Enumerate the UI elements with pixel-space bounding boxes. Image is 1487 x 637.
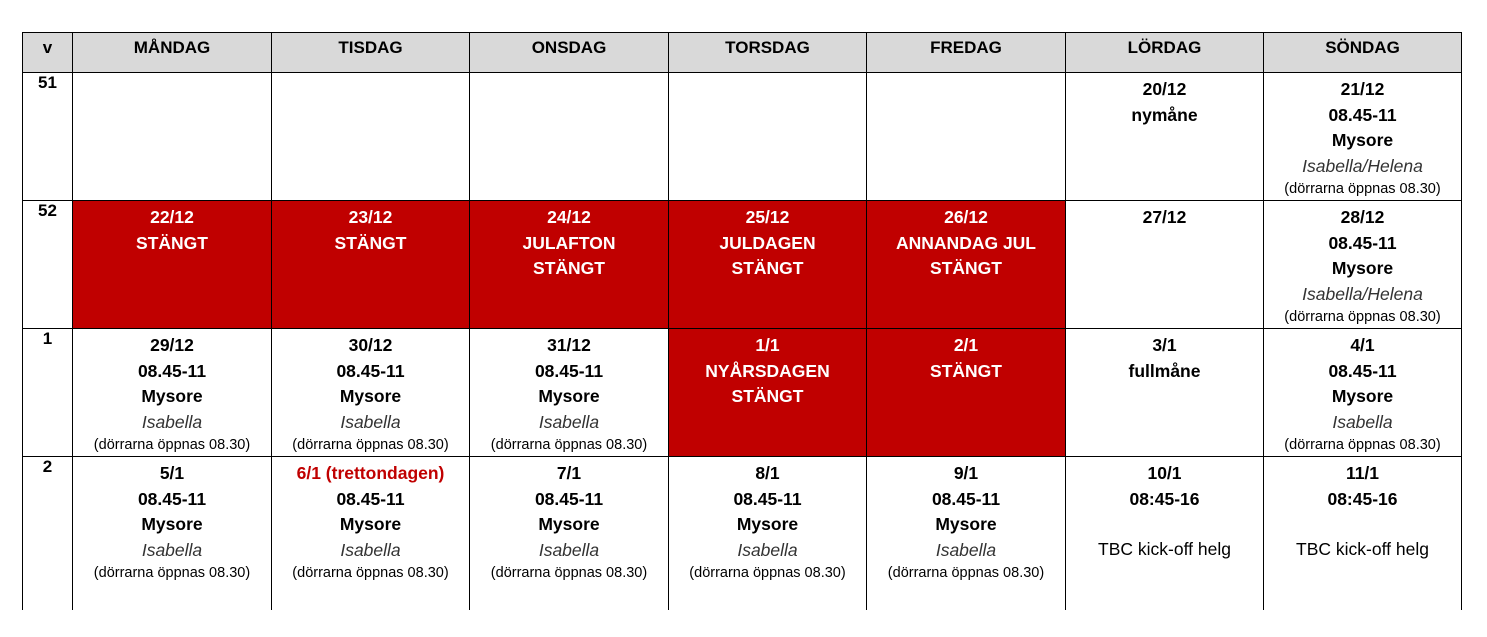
day-cell	[272, 73, 470, 201]
date-label: 27/12	[1142, 207, 1187, 227]
date-label: 3/1	[1152, 335, 1177, 355]
day-cell	[1066, 457, 1264, 611]
time-label: 08.45-11	[534, 488, 604, 509]
day-cell	[867, 73, 1066, 201]
doors-note: (dörrarna öppnas 08.30)	[1284, 181, 1441, 197]
class-label: Mysore	[339, 386, 402, 406]
date-label: 30/12	[348, 335, 393, 355]
date-label: 29/12	[150, 335, 194, 355]
closed-label: STÄNGT	[533, 258, 605, 278]
doors-note: (dörrarna öppnas 08.30)	[1284, 437, 1441, 453]
teacher-label: Isabella	[935, 539, 997, 560]
date-label: 22/12	[150, 207, 194, 227]
teacher-label: Isabella	[538, 411, 600, 432]
doors-note: (dörrarna öppnas 08.30)	[292, 565, 449, 581]
closed-day-cell	[470, 201, 669, 329]
date-label: 4/1	[1350, 335, 1375, 355]
date-label: 10/1	[1147, 463, 1182, 483]
teacher-label: Isabella	[141, 411, 203, 432]
doors-note: (dörrarna öppnas 08.30)	[93, 565, 251, 581]
closed-label: STÄNGT	[930, 258, 1002, 278]
teacher-label: Isabella	[141, 539, 203, 560]
header-tuesday: TISDAG	[272, 33, 470, 73]
class-label: Mysore	[736, 514, 799, 534]
header-row	[23, 33, 1462, 73]
time-label: 08.45-11	[733, 488, 802, 509]
time-label: 08.45-11	[137, 360, 207, 381]
holiday-label: JULAFTON	[522, 232, 616, 253]
header-wednesday: ONSDAG	[470, 33, 669, 73]
week-row	[23, 457, 1462, 611]
date-label: 26/12	[944, 207, 988, 227]
header-week: v	[23, 33, 73, 73]
class-label: Mysore	[538, 386, 600, 406]
closed-day-cell	[73, 201, 272, 329]
time-label: 08:45-16	[1129, 488, 1200, 509]
day-cell	[73, 329, 272, 457]
date-label: 9/1	[953, 463, 979, 483]
date-label: 21/12	[1340, 79, 1385, 99]
week-number: 2	[23, 457, 73, 611]
date-label: 5/1	[159, 463, 185, 483]
class-label: Mysore	[538, 514, 600, 534]
event-label: TBC kick-off helg	[1296, 539, 1429, 559]
day-cell	[470, 457, 669, 611]
day-cell	[73, 73, 272, 201]
date-label: 7/1	[556, 463, 582, 483]
date-label: 25/12	[745, 207, 790, 227]
time-label: 08.45-11	[534, 360, 604, 381]
day-cell	[470, 73, 669, 201]
day-cell	[1066, 201, 1264, 329]
holiday-label: JULDAGEN	[719, 232, 816, 253]
day-cell	[1264, 457, 1462, 611]
time-label: 08.45-11	[1328, 232, 1397, 253]
doors-note: (dörrarna öppnas 08.30)	[887, 565, 1045, 581]
class-label: Mysore	[1331, 386, 1394, 406]
date-label: 2/1	[953, 335, 979, 355]
doors-note: (dörrarna öppnas 08.30)	[1284, 309, 1441, 325]
teacher-label: Isabella	[1332, 411, 1393, 432]
time-label: 08.45-11	[1328, 104, 1397, 125]
day-cell	[669, 73, 867, 201]
day-cell	[470, 329, 669, 457]
doors-note: (dörrarna öppnas 08.30)	[689, 565, 846, 581]
doors-note: (dörrarna öppnas 08.30)	[93, 437, 251, 453]
day-cell	[1066, 73, 1264, 201]
closed-day-cell	[867, 329, 1066, 457]
moon-label: nymåne	[1131, 104, 1198, 125]
date-label: 24/12	[547, 207, 591, 227]
week-number: 1	[23, 329, 73, 457]
teacher-label: Isabella	[340, 539, 401, 560]
time-label: 08.45-11	[1328, 360, 1397, 381]
closed-day-cell	[669, 329, 867, 457]
week-row	[23, 73, 1462, 201]
class-label: Mysore	[1331, 258, 1394, 278]
class-label: Mysore	[141, 386, 203, 406]
holiday-label: NYÅRSDAGEN	[705, 360, 830, 381]
closed-day-cell	[669, 201, 867, 329]
teacher-label: Isabella/Helena	[1302, 155, 1423, 176]
closed-label: STÄNGT	[136, 232, 208, 253]
day-cell	[73, 457, 272, 611]
teacher-label: Isabella/Helena	[1302, 283, 1423, 304]
closed-day-cell	[272, 201, 470, 329]
week-number: 52	[23, 201, 73, 329]
class-label: Mysore	[1331, 130, 1394, 150]
day-cell	[1264, 329, 1462, 457]
closed-label: STÄNGT	[731, 386, 804, 406]
class-label: Mysore	[339, 514, 402, 534]
time-label: 08.45-11	[931, 488, 1001, 509]
day-cell	[1066, 329, 1264, 457]
date-label: 28/12	[1340, 207, 1385, 227]
closed-label: STÄNGT	[334, 232, 407, 253]
day-cell	[1264, 73, 1462, 201]
closed-label: STÄNGT	[930, 360, 1002, 381]
week-row	[23, 329, 1462, 457]
week-row	[23, 201, 1462, 329]
event-label: TBC kick-off helg	[1098, 539, 1231, 559]
day-cell	[669, 457, 867, 611]
header-sunday: SÖNDAG	[1264, 33, 1462, 73]
time-label: 08:45-16	[1327, 488, 1398, 509]
holiday-label: ANNANDAG JUL	[896, 232, 1036, 253]
date-label: 31/12	[547, 335, 591, 355]
header-monday: MÅNDAG	[73, 33, 272, 73]
class-label: Mysore	[141, 514, 203, 534]
day-cell	[272, 457, 470, 611]
date-label: 20/12	[1142, 79, 1187, 99]
week-number: 51	[23, 73, 73, 201]
time-label: 08.45-11	[336, 488, 405, 509]
day-cell	[272, 329, 470, 457]
header-saturday: LÖRDAG	[1066, 33, 1264, 73]
time-label: 08.45-11	[336, 360, 405, 381]
time-label: 08.45-11	[137, 488, 207, 509]
moon-label: fullmåne	[1128, 360, 1201, 381]
date-label: 11/1	[1345, 463, 1380, 483]
teacher-label: Isabella	[340, 411, 401, 432]
doors-note: (dörrarna öppnas 08.30)	[490, 565, 648, 581]
doors-note: (dörrarna öppnas 08.30)	[292, 437, 449, 453]
closed-label: STÄNGT	[731, 258, 804, 278]
class-label: Mysore	[935, 514, 997, 534]
teacher-label: Isabella	[538, 539, 600, 560]
doors-note: (dörrarna öppnas 08.30)	[490, 437, 648, 453]
date-label: 6/1 (trettondagen)	[296, 463, 445, 483]
schedule-table	[22, 32, 1462, 610]
header-friday: FREDAG	[867, 33, 1066, 73]
closed-day-cell	[867, 201, 1066, 329]
day-cell	[1264, 201, 1462, 329]
day-cell	[867, 457, 1066, 611]
header-thursday: TORSDAG	[669, 33, 867, 73]
date-label: 23/12	[348, 207, 393, 227]
date-label: 8/1	[755, 463, 780, 483]
teacher-label: Isabella	[737, 539, 798, 560]
date-label: 1/1	[755, 335, 780, 355]
